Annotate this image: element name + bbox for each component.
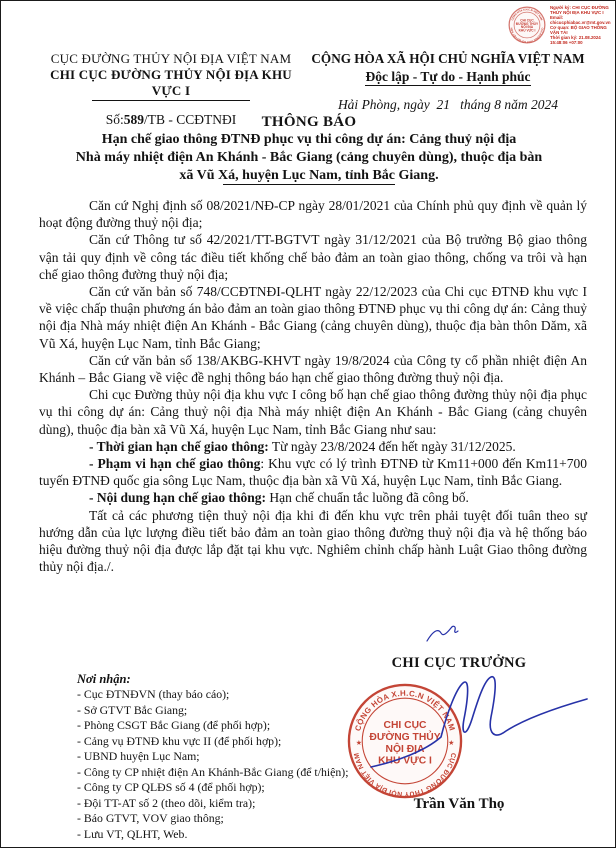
digital-signature-info-line: Người ký: CHI CỤC ĐƯỜNG — [550, 5, 609, 10]
recipient-item: - Công ty CP nhiệt điện An Khánh-Bắc Giang (để t/hiện); — [77, 764, 349, 779]
recipient-item: - Công ty CP QLĐS số 4 (để phối hợp); — [77, 780, 265, 794]
title-underline — [223, 184, 395, 185]
recipient-item: - Đội TT-AT số 2 (theo dõi, kiểm tra); — [77, 795, 256, 810]
legal-basis-paragraph: Căn cứ Nghị định số 08/2021/NĐ-CP ngày 28/01/2021 của Chính phủ quy định về quản lý hoạt động đường thuỷ nội địa; — [39, 198, 587, 231]
signer-name: Trần Văn Thọ — [413, 796, 505, 812]
signer-position-title: CHI CỤC TRƯỞNG — [391, 655, 527, 671]
digital-signature-info-line: chicucphiabac.vr@mt.gov.vn — [550, 20, 611, 25]
title-line: xã Vũ Xá, huyện Lục Nam, tỉnh Bắc Giang. — [179, 168, 439, 183]
svg-text:CỘNG HÒA X.H.C.N VIỆT NAM: CỘNG HÒA X.H.C.N VIỆT NAM — [353, 688, 457, 733]
restriction-scope-item — [39, 455, 587, 489]
national-motto: Độc lập - Tự do - Hạnh phúc — [365, 69, 531, 84]
recipient-item: - Phòng CSGT Bắc Giang (để phối hợp); — [77, 718, 271, 732]
restriction-value: Hạn chế chuẩn tắc luồng đã công bố. — [266, 490, 469, 506]
recipient-item: - Cục ĐTNĐVN (thay báo cáo); — [77, 687, 230, 701]
document-type-heading: THÔNG BÁO — [261, 114, 357, 130]
announcement-paragraph: Chi cục Đường thủy nội địa khu vực I công bố hạn chế giao thông đường thủy nội địa phục vụ thi công dự án: Cảng thuỷ nội địa Nhà máy nhiệt điện An Khánh - Bắc Giang (cảng chuyên dùng), thuộc địa bàn xã Vũ Xá, huyện Lục Nam, tỉnh Bắc Giang như sau: — [39, 387, 587, 437]
document-body — [39, 197, 587, 575]
restriction-content-item — [39, 489, 587, 506]
svg-text:CỘNG HÒA X.H.C.N VIỆT NAM: CỘNG HÒA X.H.C.N VIỆT NAM — [511, 8, 543, 21]
stamp-star-left: ★ — [355, 739, 362, 747]
digital-signature-info-line: THỦY NỘI ĐỊA KHU VỰC I — [550, 10, 604, 15]
recipients-heading: Nơi nhận: — [77, 672, 131, 686]
restriction-label: - Thời gian hạn chế giao thông: — [89, 438, 269, 454]
legal-basis-paragraph: Căn cứ văn bản số 748/CCĐTNĐI-QLHT ngày 22/12/2023 của Chi cục ĐTNĐ khu vực I về việc chấp thuận phương án bảo đảm an toàn giao thông ĐTNĐ phục vụ thi công dự án: Cảng thuỷ nội địa Nhà máy nhiệt điện An Khánh - Bắc Giang (cảng chuyên dùng), thuộc địa bàn thôn Dăm, xã Vũ Xá, huyện Lục Nam, tỉnh Bắc Giang; — [39, 284, 587, 351]
recipient-item: - Sở GTVT Bắc Giang; — [77, 702, 188, 717]
title-line: Nhà máy nhiệt điện An Khánh - Bắc Giang (cảng chuyên dùng), thuộc địa bàn — [75, 150, 543, 165]
agency-name: CHI CỤC ĐƯỜNG THỦY NỘI ĐỊA KHU VỰC I — [50, 67, 292, 98]
recipient-item: - Báo GTVT, VOV giao thông; — [77, 811, 224, 825]
recipient-item: - Cảng vụ ĐTNĐ khu vực II (để phối hợp); — [77, 733, 282, 748]
recipients-block — [77, 672, 367, 842]
svg-text:NỘI ĐỊA: NỘI ĐỊA — [385, 743, 425, 755]
svg-text:CHI CỤC: CHI CỤC — [383, 720, 427, 732]
svg-text:KHU VỰC I: KHU VỰC I — [378, 755, 432, 767]
restriction-time-item — [39, 438, 587, 455]
title-line: Hạn chế giao thông ĐTNĐ phục vụ thi công dự án: Cảng thuỷ nội địa — [101, 132, 517, 147]
legal-basis-paragraph: Căn cứ văn bản số 138/AKBG-KHVT ngày 19/8/2024 của Công ty cổ phần nhiệt điện An Khánh – Bắc Giang về việc đề nghị thông báo hạn chế giao thông đường thuỷ nội địa. — [39, 352, 587, 386]
svg-text:ĐƯỜNG THỦY: ĐƯỜNG THỦY — [515, 21, 539, 26]
svg-text:ĐƯỜNG THỦY: ĐƯỜNG THỦY — [369, 732, 441, 744]
svg-text:KHU VỰC I: KHU VỰC I — [518, 28, 536, 33]
legal-basis-paragraph: Căn cứ Thông tư số 42/2021/TT-BGTVT ngày 31/12/2021 của Bộ trưởng Bộ giao thông vận tải quy định về công tác điều tiết khống chế bảo đảm an toàn giao thông, chống va trôi và hạn chế giao thông đường thuỷ nội địa; — [39, 232, 587, 282]
document-number-value: 589 — [123, 112, 144, 127]
handwritten-signature — [353, 665, 593, 783]
svg-text:CỤC ĐƯỜNG THỦY NỘI ĐỊA VIỆT NA: CỤC ĐƯỜNG THỦY NỘI ĐỊA VIỆT NAM — [510, 27, 544, 44]
parent-agency-name: CỤC ĐƯỜNG THỦY NỘI ĐỊA VIỆT NAM — [50, 51, 292, 66]
digital-signature-info-line: 15:48:06 +07:00 — [550, 40, 583, 45]
closing-paragraph: Tất cả các phương tiện thuỷ nội địa khi đi đến khu vực trên phải tuyệt đối tuân theo sự hướng dẫn của lực lượng điều tiết bảo đảm an toàn giao thông đường thuỷ nội địa và hệ thống báo hiệu đường thuỷ nội địa được lắp đặt tại khu vực. Nghiêm chỉnh chấp hành Luật Giao thông đường thủy nội địa./. — [39, 507, 587, 575]
restriction-value: : Khu vực có lý trình ĐTNĐ từ Km11+000 đến Km11+700 tuyến ĐTNĐ quốc gia sông Lục Nam, thuộc địa bàn xã Vũ Xá, huyện Lục Nam, tỉnh Bắc Giang. — [39, 456, 587, 489]
national-title: CỘNG HÒA XÃ HỘI CHỦ NGHĨA VIỆT NAM — [311, 51, 585, 66]
svg-text:CỤC ĐƯỜNG THỦY NỘI ĐỊA VIỆT NA: CỤC ĐƯỜNG THỦY NỘI ĐỊA VIỆT NAM — [353, 752, 457, 798]
svg-text:NỘI ĐỊA: NỘI ĐỊA — [520, 25, 534, 30]
stamp-star-right: ★ — [448, 739, 455, 747]
place-date-line: Hải Phòng, ngày 21 tháng 8 năm 2024 — [337, 97, 559, 112]
document-number-suffix: /TB - CCĐTNĐI — [144, 112, 237, 127]
restriction-label: - Phạm vi hạn chế giao thông — [89, 456, 261, 472]
digital-signature-info-line: VẬN TẢI — [550, 30, 568, 35]
agency-underline — [92, 100, 250, 101]
recipient-item: - UBND huyện Lục Nam; — [77, 749, 200, 763]
svg-text:CHI CỤC: CHI CỤC — [520, 18, 534, 23]
restriction-value: Từ ngày 23/8/2024 đến hết ngày 31/12/2025. — [268, 438, 516, 454]
digital-signature-info — [550, 5, 614, 45]
restriction-label: - Nội dung hạn chế giao thông: — [89, 490, 267, 506]
digital-signature-stamp-icon — [508, 6, 546, 44]
digital-signature-info-line: Email: — [550, 15, 564, 20]
document-number-prefix: Số: — [105, 112, 124, 127]
digital-signature-info-line: Thời gian ký: 21.08.2024 — [550, 35, 601, 40]
national-header-block — [307, 51, 589, 113]
recipient-item: - Lưu VT, QLHT, Web. — [77, 826, 188, 841]
document-title-block — [31, 114, 587, 186]
initials-signature-mark — [425, 624, 459, 646]
digital-signature-info-line: Cơ quan: BỘ GIAO THÔNG — [550, 25, 607, 30]
